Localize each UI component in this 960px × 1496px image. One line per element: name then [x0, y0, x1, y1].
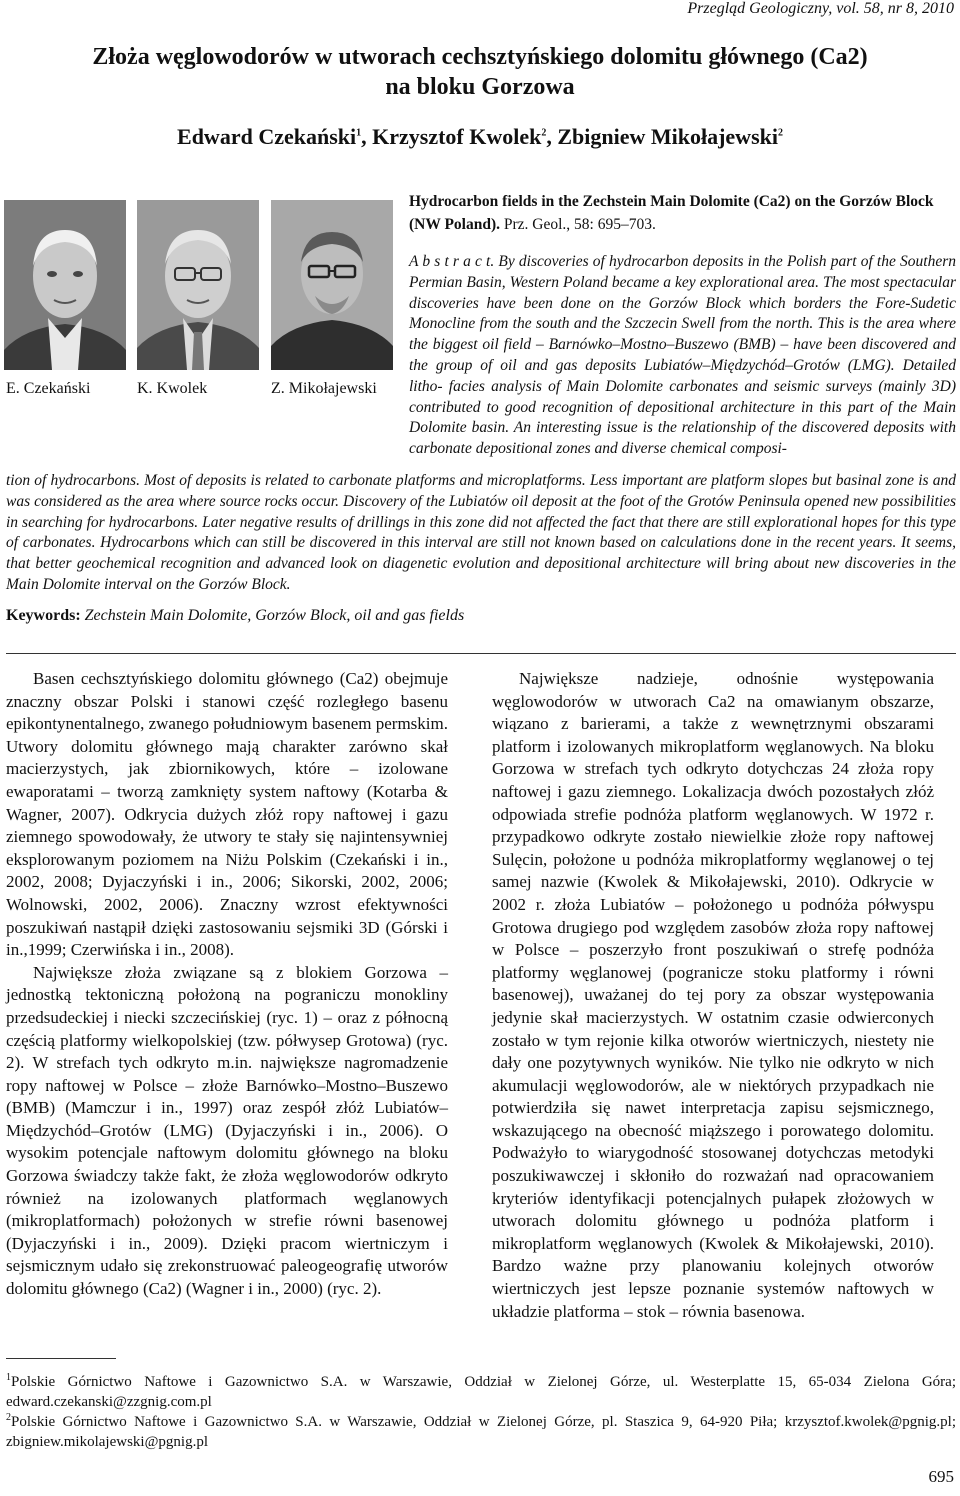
journal-header: Przegląd Geologiczny, vol. 58, nr 8, 2010	[687, 0, 954, 17]
paragraph: Największe nadzieje, odnośnie występowania węglowodorów w utworach Ca2 na omawianym obszarze, wiązano z barierami, a także z wewnętrznymi obszarami platform i izolowanych mikroplatform węglanowych. Na bloku Gorzowa w strefach tych odkryto dotychczas 24 złoża ropy naftowej i gazu ziemnego. Lokalizacja dwóch pozostałych złóż odpowiada strefie podnóża platform węglanowych. W 1972 r. przypadkowo odkryte zostało niewielkie złoże ropy naftowej Sulęcin, położone u podnóża mikroplatformy węglanowej o tej samej nazwie (Kwolek & Mikołajewski, 2010). Odkrycie w 2002 r. złoża Lubiatów – położonego u podnóża półwyspu Grotowa drugiego pod względem zasobów złoża ropy naftowej w Polsce – poszerzyło front poszukiwań o strefę podnóża platformy węglanowej (pograniczе stoku platformy i równi basenowej), uważanej do tej pory za obszar występowania jedynie skał macierzystych. W ostatnim czasie odwierconych zostało w tym rejonie kilka otworów wiertniczych, niestety nie dały one pozytywnych wyników. Nie tylko nie odkryto w nich akumulacji węglowodorów, ale w niektórych przypadkach nie potwierdziła się nawet interpretacja zapisu sejsmicznego, wskazującego na obecność miąższego i porowatego dolomitu. Podważyło to wiarygodność stosowanej dotychczas metodyki poszukiwawczej i skłoniło do rozważań nad opracowaniem kryteriów identyfikacji potencjalnych pułapek złożowych w utworach dolomitu głównego u podnóża platform i mikroplatform węglanowych (Kwolek & Mikołajewski, 2010). Bardzo ważne przy planowaniu kolejnych otworów wiertniczych jest lepsze poznanie systemów naftowych w układzie platforma – stok – równia basenowa.	[492, 669, 934, 1321]
footnotes	[6, 1372, 956, 1452]
abstract-full-width-text: tion of hydrocarbons. Most of deposits is related to carbonate platforms and microplatforms. Less important are platform slopes but basinal zone is and was considered as the area where source rocks occur. Discovery of the Lubiatów oil deposit at the foot of the Grotów Peninsula opened new possibilities in searching for hydrocarbons. Later negative results of drillings in this zone did not affected the fact that there are still explorational hopes for this type of carbonates. Hydrocarbons which can still be discovered in this interval are still not known based on calculations done in the recent years. It seems, that better geochemical recognition and advanced look on diagenetic evolution and depositional architecture will bring about new discoveries in the Main Dolomite interval on the Gorzów Block.	[6, 472, 956, 593]
photo-caption-czekanski: E. Czekański	[6, 380, 91, 397]
reference-citation	[409, 190, 956, 236]
photo-caption-mikolajewski: Z. Mikołajewski	[271, 380, 377, 397]
body-column-right	[492, 668, 934, 1323]
page-number: 695	[928, 1467, 954, 1486]
body-column-left	[6, 668, 448, 1301]
author-affiliation-mark: 2	[541, 127, 547, 139]
author-separator: ,	[546, 124, 558, 149]
paragraph: Basen cechsztyńskiego dolomitu głównego (Ca2) obejmuje znaczny obszar Polski i stanowi część rozległego basenu epikontynentalnego, zwanego południowym basenem permskim. Utwory dolomitu głównego mają charakter zarówno skał macierzystych, jak zbiornikowych, które – izolowane ewaporatami – tworzą zamknięty system naftowy (Kotarba & Wagner, 2007). Odkrycia dużych złóż ropy naftowej i gazu ziemnego spowodowały, że utwory te stały się najintensywniej eksplorowanym poziomem na Niżu Polskim (Czekański i in., 2002, 2008; Dyjaczyński i in., 2006; Sikorski, 2002, 2006; Wolnowski, 2002, 2006). Znaczny wzrost efektywności poszukiwań nastąpił dzięki zastosowaniu sejsmiki 3D (Górski i in.,1999; Czerwińska i in., 2008).	[6, 669, 448, 960]
keywords	[6, 607, 464, 625]
author-list	[0, 124, 960, 150]
photo-kwolek	[137, 200, 259, 370]
footnote-mark: 1	[6, 1372, 11, 1383]
keywords-text: Zechstein Main Dolomite, Gorzów Block, oil and gas fields	[80, 607, 465, 624]
author-affiliation-mark: 1	[356, 127, 362, 139]
photo-czekanski	[4, 200, 126, 370]
title-line-1: Złoża węglowodorów w utworach cechsztyńskiego dolomitu głównego (Ca2)	[92, 44, 868, 70]
footnote-2-text: Polskie Górnictwo Naftowe i Gazownictwo S.A. w Warszawie, Oddział w Zielonej Górze, pl. Staszica 9, 64-920 Piła; krzysztof.kwolek@pgnig.pl; zbigniew.mikolajewski@pgnig.pl	[6, 1414, 956, 1450]
author-kwolek: Krzysztof Kwolek	[372, 124, 542, 149]
footnote-mark: 2	[6, 1412, 11, 1423]
photo-caption-kwolek: K. Kwolek	[137, 380, 208, 397]
photo-mikolajewski	[271, 200, 393, 370]
footnote-2	[6, 1412, 956, 1452]
article-title	[0, 42, 960, 102]
author-czekanski: Edward Czekański	[177, 124, 357, 149]
footnote-1	[6, 1372, 956, 1412]
reference-source: Prz. Geol., 58: 695–703.	[500, 216, 656, 233]
title-line-2: na bloku Gorzowa	[385, 74, 575, 100]
author-affiliation-mark: 2	[777, 127, 783, 139]
author-mikolajewski: Zbigniew Mikołajewski	[557, 124, 778, 149]
footnote-divider	[6, 1358, 116, 1359]
reference-title: Hydrocarbon fields in the Zechstein Main Dolomite (Ca2) on the Gorzów Block (NW Poland).	[409, 193, 934, 233]
abstract-side-text: A b s t r a c t. By discoveries of hydrocarbon deposits in the Polish part of the Southern Permian Basin, Western Poland became a key explorational area. The most spectacular discoveries have been done on the Gorzów Block which borders the Fore-Sudetic Monocline from the south and the Szczecin Swell from the north. This is the area where the biggest oil field – Barnówko–Mostno–Buszewo (BMB) – have been discovered and the group of oil and gas deposits Lubiatów–Międzychód–Grotów (LMG). Detailed litho- facies analysis of Main Dolomite carbonates and seismic surveys (mainly 3D) contributed to good recognition of depositional architecture in this part of the Main Dolomite basin. An interesting issue is the relationship of the discovered deposits with carbonate depositional zones and diverse chemical composi-	[409, 253, 956, 458]
footnote-1-text: Polskie Górnictwo Naftowe i Gazownictwo S.A. w Warszawie, Oddział w Zielonej Górze, ul. Westerplatte 15, 65-034 Zielona Góra; edward.czekanski@zzgnig.com.pl	[6, 1374, 956, 1410]
author-separator: ,	[361, 124, 373, 149]
paragraph: Największe złoża związane są z blokiem Gorzowa – jednostką tektoniczną położoną na pograniczu monokliny przedsudeckiej i niecki szczecińskiej (ryc. 1) – oraz z północną częścią platformy wielkopolskiej (tzw. półwysep Grotowa) (ryc. 2). W strefach tych odkryto m.in. największe nagromadzenie ropy naftowej w Polsce – złoże Barnówko–Mostno–Buszewo (BMB) (Mamczur i in., 1997) oraz zespół złóż Lubiatów–Międzychód–Grotów (LMG) (Dyjaczyński i in., 2006). O wysokim potencjale naftowym dolomitu głównego na bloku Gorzowa świadczy także fakt, że złoża węglowodorów odkryto również na izolowanych platformach węglanowych (mikroplatformach) położonych w strefie równi basenowej (Dyjaczyński i in., 2009). Dzięki pracom wiertniczym i sejsmicznym udało się zrekonstruować paleogeografię utworów dolomitu głównego (Ca2) (Wagner i in., 2000) (ryc. 2).	[6, 962, 448, 1299]
section-divider	[6, 653, 956, 654]
keywords-label: Keywords:	[6, 607, 81, 624]
